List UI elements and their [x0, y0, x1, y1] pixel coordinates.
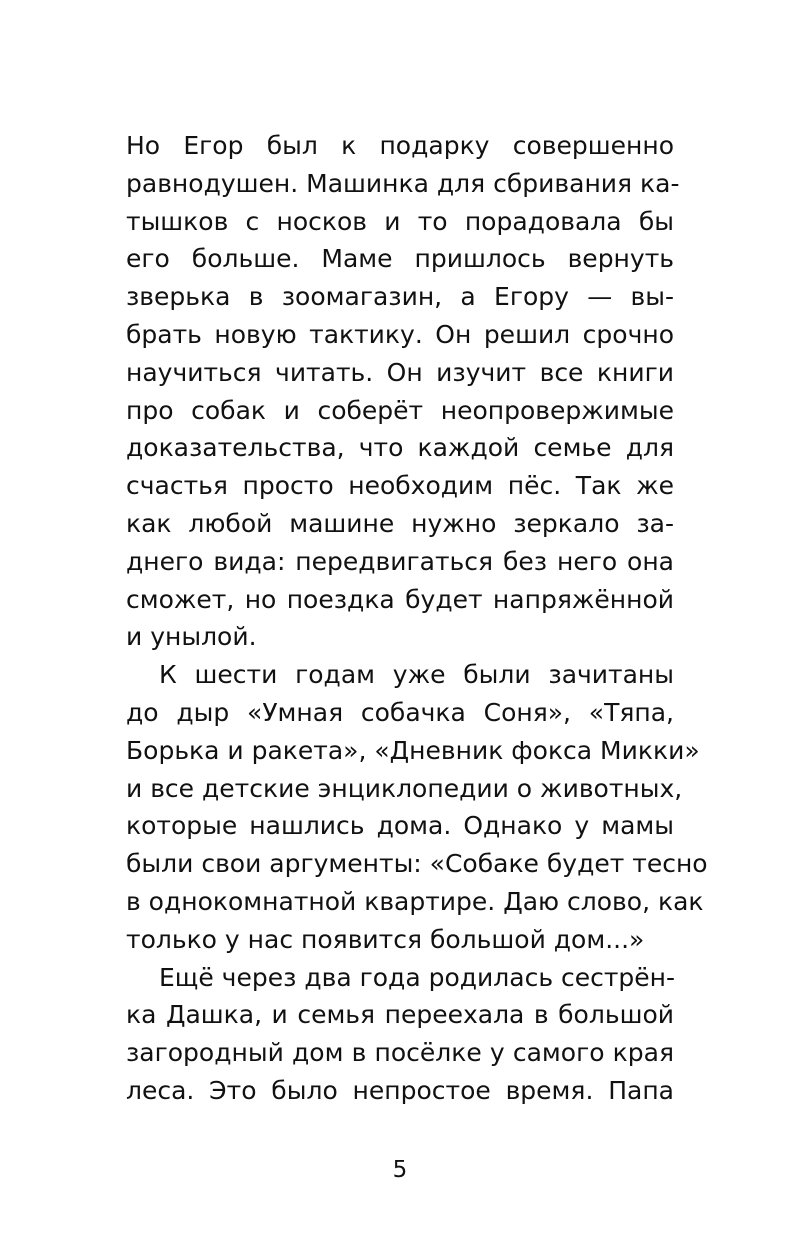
text-line: ка Дашка, и семья переехала в большой	[126, 1000, 674, 1030]
text-line: только у нас появится большой дом...»	[126, 924, 645, 954]
text-line: про собак и соберёт неопровержимые	[126, 395, 674, 425]
text-line: Ещё через два года родилась сестрён-	[159, 962, 676, 992]
text-line: загородный дом в посёлке у самого края	[126, 1038, 674, 1068]
page-number: 5	[392, 1157, 408, 1183]
text-line: Но Егор был к подарку совершенно	[126, 131, 674, 160]
text-line: равнодушен. Машинка для сбривания ка-	[126, 168, 680, 198]
text-line: которые нашлись дома. Однако у мамы	[126, 811, 674, 841]
text-line: днего вида: передвигаться без него она	[126, 546, 674, 576]
text-line: доказательства, что каждой семье для	[126, 433, 674, 463]
text-line: зверька в зоомагазин, а Егору — вы-	[126, 282, 674, 312]
text-line: в однокомнатной квартире. Даю слово, как	[126, 886, 704, 916]
text-line: как любой машине нужно зеркало за-	[126, 508, 674, 538]
text-line: сможет, но поездка будет напряжённой	[126, 584, 674, 614]
text-line: были свои аргументы: «Собаке будет тесно	[126, 849, 708, 879]
text-line: брать новую тактику. Он решил срочно	[126, 319, 674, 349]
text-line: счастья просто необходим пёс. Так же	[126, 471, 674, 501]
text-line: его больше. Маме пришлось вернуть	[126, 244, 674, 274]
text-line: леса. Это было непростое время. Папа	[126, 1075, 674, 1105]
text-line: тышков с носков и то порадовала бы	[126, 206, 674, 236]
text-line: научиться читать. Он изучит все книги	[126, 357, 674, 387]
body-text	[126, 127, 708, 1110]
text-line: и унылой.	[126, 622, 257, 652]
text-line: Борька и ракета», «Дневник фокса Микки»	[126, 735, 700, 765]
text-line: К шести годам уже были зачитаны	[159, 660, 674, 690]
text-line: и все детские энциклопедии о животных,	[126, 773, 683, 803]
text-line: до дыр «Умная собачка Соня», «Тяпа,	[126, 697, 674, 727]
